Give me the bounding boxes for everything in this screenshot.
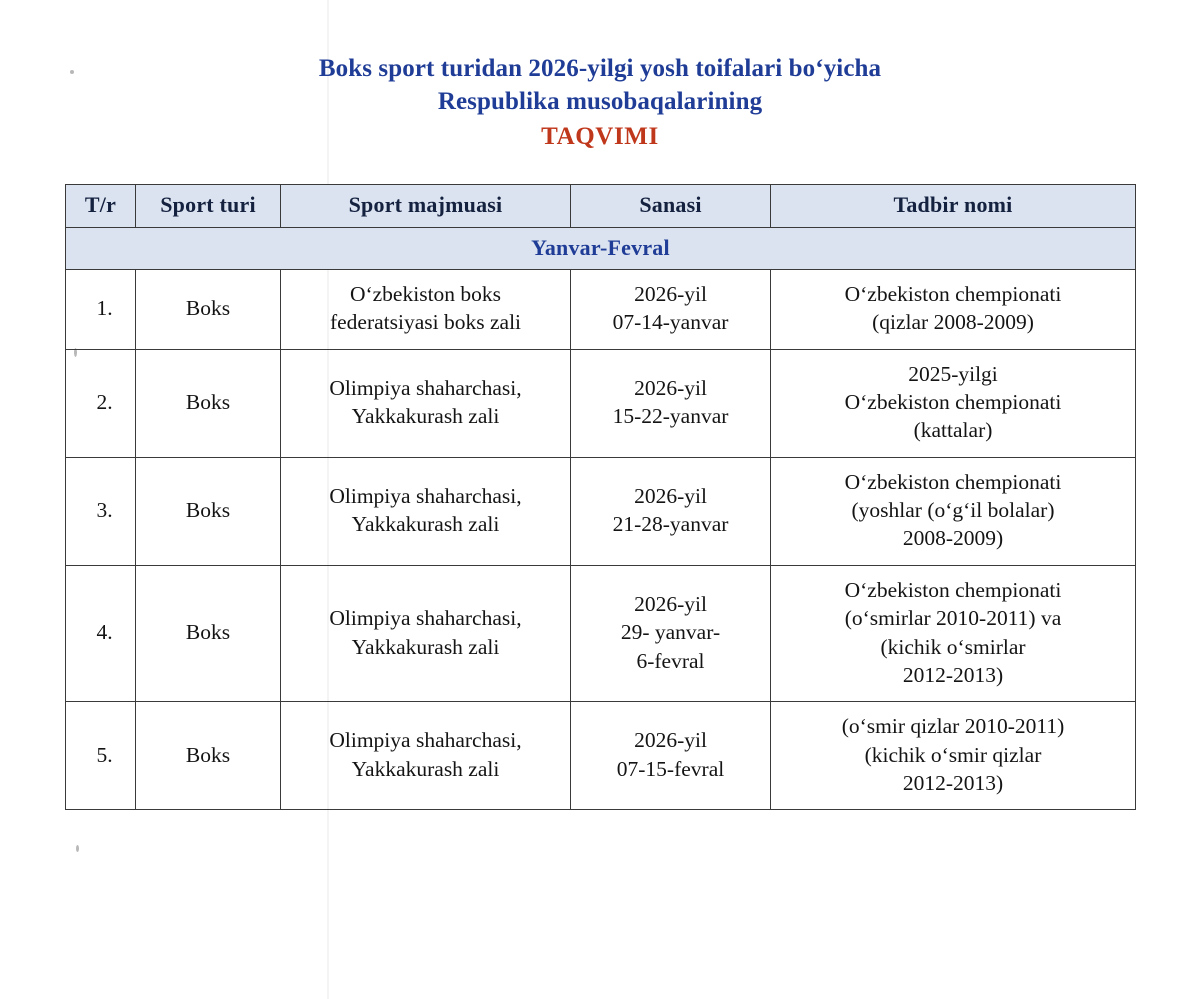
cell-sport-majmuasi — [281, 269, 571, 349]
text-line: Yakkakurash zali — [351, 404, 500, 429]
text-line: Olimpiya shaharchasi, — [329, 375, 522, 400]
table-row — [66, 457, 1136, 565]
cell-tadbir-nomi — [771, 269, 1136, 349]
table-header-row — [66, 184, 1136, 227]
cell-tadbir-nomi — [771, 349, 1136, 457]
cell-sport-turi: Boks — [136, 565, 281, 702]
cell-tr: 3. — [66, 457, 136, 565]
text-line: 2026-yil — [634, 281, 707, 306]
text-line: 6-fevral — [636, 648, 705, 673]
text-line: 2026-yil — [634, 483, 707, 508]
section-row — [66, 227, 1136, 269]
cell-sport-turi: Boks — [136, 349, 281, 457]
text-line: Olimpiya shaharchasi, — [329, 606, 522, 631]
cell-sanasi — [571, 457, 771, 565]
text-line: (yoshlar (o‘g‘il bolalar) — [851, 498, 1055, 523]
cell-tr: 2. — [66, 349, 136, 457]
text-line: 2025-yilgi — [908, 361, 998, 386]
title-line-1: Boks sport turidan 2026-yilgi yosh toifalari bo‘yicha — [318, 55, 882, 82]
text-line: O‘zbekiston chempionati — [844, 389, 1062, 414]
cell-sanasi — [571, 269, 771, 349]
text-line: (o‘smirlar 2010-2011) va — [844, 606, 1062, 631]
text-line: 2012-2013) — [902, 771, 1004, 796]
table-row — [66, 565, 1136, 702]
cell-tadbir-nomi — [771, 565, 1136, 702]
column-header-tadbir-nomi: Tadbir nomi — [771, 184, 1136, 227]
text-line: 2026-yil — [634, 728, 707, 753]
cell-sanasi — [571, 565, 771, 702]
text-line: Yakkakurash zali — [351, 756, 500, 781]
title-highlight: TAQVIMI — [541, 122, 659, 150]
cell-tr: 1. — [66, 269, 136, 349]
text-line: O‘zbekiston chempionati — [844, 469, 1062, 494]
table-row — [66, 702, 1136, 810]
calendar-table-wrapper — [65, 184, 1135, 811]
table-header — [66, 184, 1136, 227]
cell-tr: 5. — [66, 702, 136, 810]
cell-sport-turi: Boks — [136, 269, 281, 349]
cell-sport-turi: Boks — [136, 702, 281, 810]
text-line: O‘zbekiston boks — [349, 281, 502, 306]
text-line: Yakkakurash zali — [351, 634, 500, 659]
title-line-2: Respublika musobaqalarining — [437, 88, 763, 116]
column-header-sport-majmuasi: Sport majmuasi — [281, 184, 571, 227]
column-header-sport-turi: Sport turi — [136, 184, 281, 227]
text-line: 2012-2013) — [902, 662, 1004, 687]
text-line: (o‘smir qizlar 2010-2011) — [841, 714, 1065, 739]
cell-tadbir-nomi — [771, 702, 1136, 810]
text-line: 2026-yil — [634, 375, 707, 400]
table-row — [66, 349, 1136, 457]
column-header-tr: T/r — [66, 184, 136, 227]
text-line: Olimpiya shaharchasi, — [329, 483, 522, 508]
table-row — [66, 269, 1136, 349]
document-title — [0, 0, 1200, 153]
cell-sanasi — [571, 702, 771, 810]
text-line: 07-14-yanvar — [612, 310, 729, 335]
text-line: 2026-yil — [634, 591, 707, 616]
cell-sport-majmuasi — [281, 349, 571, 457]
cell-sanasi — [571, 349, 771, 457]
text-line: (kichik o‘smirlar — [880, 634, 1026, 659]
text-line: 21-28-yanvar — [612, 512, 729, 537]
table-body — [66, 227, 1136, 810]
cell-tadbir-nomi — [771, 457, 1136, 565]
text-line: (qizlar 2008-2009) — [872, 310, 1034, 335]
cell-sport-majmuasi — [281, 565, 571, 702]
cell-sport-majmuasi — [281, 457, 571, 565]
text-line: 15-22-yanvar — [612, 404, 729, 429]
column-header-sanasi: Sanasi — [571, 184, 771, 227]
scan-speck — [76, 845, 79, 852]
calendar-table — [65, 184, 1136, 811]
text-line: O‘zbekiston chempionati — [844, 577, 1062, 602]
text-line: O‘zbekiston chempionati — [844, 281, 1062, 306]
text-line: 29- yanvar- — [620, 620, 721, 645]
text-line: 07-15-fevral — [616, 756, 725, 781]
text-line: Olimpiya shaharchasi, — [329, 728, 522, 753]
cell-tr: 4. — [66, 565, 136, 702]
cell-sport-turi: Boks — [136, 457, 281, 565]
cell-sport-majmuasi — [281, 702, 571, 810]
section-label: Yanvar-Fevral — [66, 227, 1136, 269]
text-line: (kattalar) — [913, 418, 993, 443]
text-line: federatsiyasi boks zali — [329, 310, 522, 335]
text-line: (kichik o‘smir qizlar — [864, 742, 1042, 767]
text-line: 2008-2009) — [902, 526, 1004, 551]
text-line: Yakkakurash zali — [351, 512, 500, 537]
